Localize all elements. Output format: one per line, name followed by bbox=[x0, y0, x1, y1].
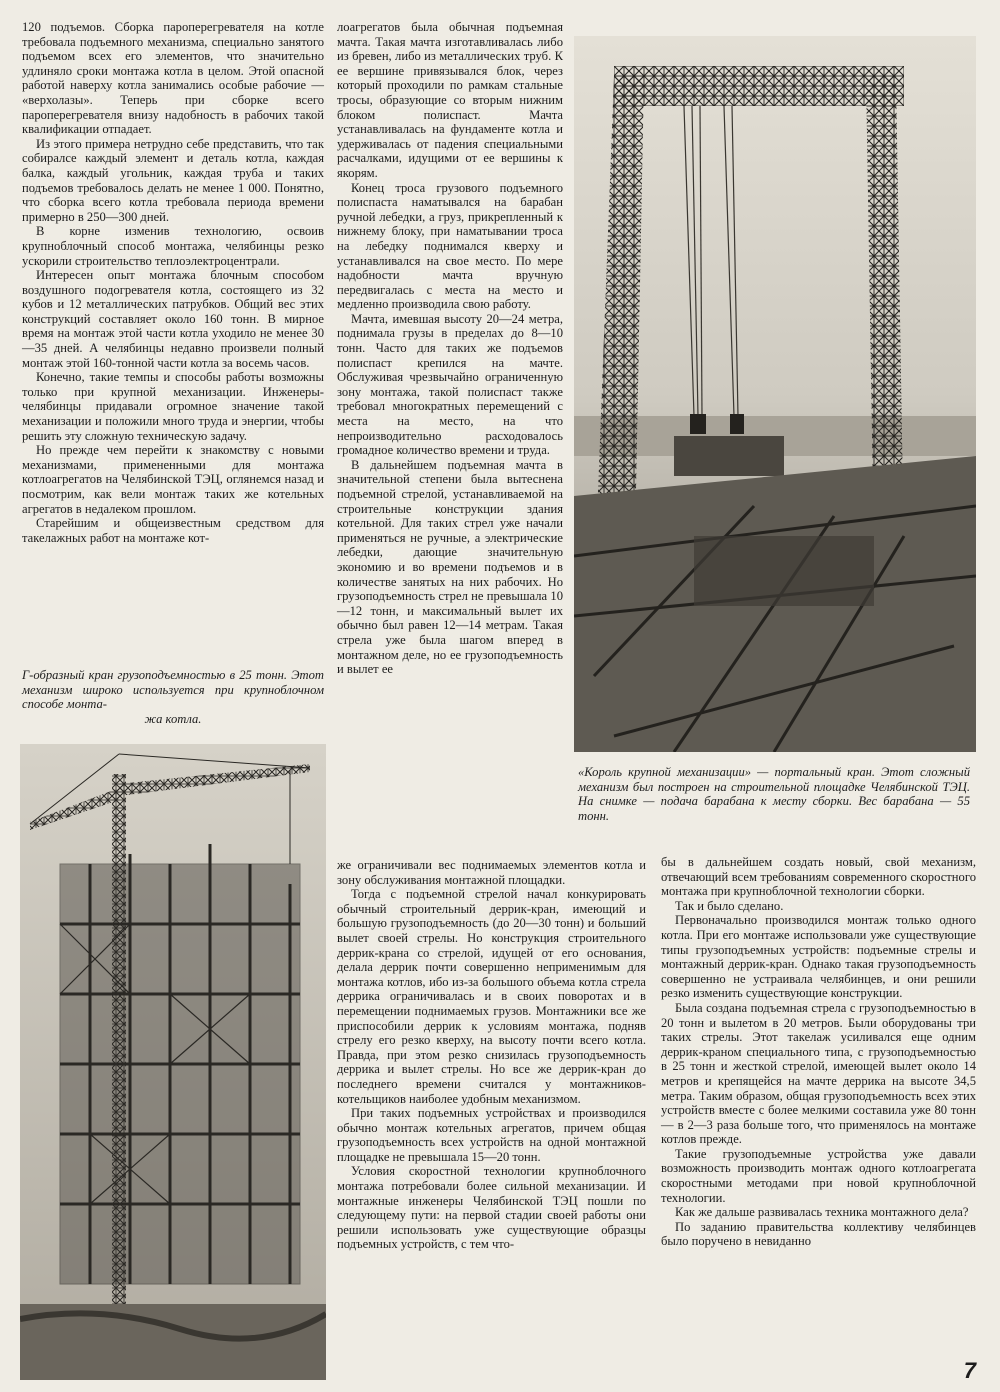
page-number: 7 bbox=[963, 1358, 976, 1383]
paragraph: Конец троса грузового подъемного полиспаста наматывался на барабан ручной лебедки, а груз, прикрепленный к нижнему блоку, при наматывании троса на лебедку поднимался кверху и устанавливался на свое место. По мере надобности мачта вручную передвигалась с места на место и медленно производила свою работу. bbox=[337, 180, 563, 312]
paragraph: В корне изменив технологию, освоив крупноблочный способ монтажа, челябинцы резко ускорили строительство теплоэлектроцентрали. bbox=[22, 224, 324, 268]
caption-text: Г-образный кран грузоподъемностью в 25 тонн. Этот механизм широко используется при крупноблочном способе монта- bbox=[22, 668, 324, 712]
paragraph: 120 подъемов. Сборка пароперегревателя на котле требовала подъемного механизма, специально занятого подъемом всех его элементов, что значительно удлиняло сроки монтажа котла в целом. Этой опасной работой наверху котла занимались особые рабочие — «верхолазы». Теперь при сборке всего пароперегревателя внизу надобность в рабочих такой квалификации отпадает. bbox=[22, 20, 324, 137]
portal-crane-photo-illustration bbox=[574, 36, 976, 752]
text-column-2 bbox=[337, 20, 563, 677]
crane-photo-illustration bbox=[20, 744, 326, 1380]
photo-portal-crane bbox=[574, 36, 976, 752]
photo-caption-right: «Король крупной механизации» — портальный кран. Этот сложный механизм был построен на строительной площадке Челябинской ТЭЦ. На снимке — подача барабана к месту сборки. Вес барабана — 55 тонн. bbox=[578, 765, 970, 823]
paragraph: же ограничивали вес поднимаемых элементов котла и зону обслуживания монтажной площадки. bbox=[337, 858, 646, 887]
text-column-2-continued bbox=[337, 858, 646, 1252]
paragraph: Конечно, такие темпы и способы работы возможны только при крупной механизации. Инженеры-челябинцы придавали огромное значение такой механизации и положили много труда и энергии, чтобы решить эту сложную техническую задачу. bbox=[22, 370, 324, 443]
text-column-3 bbox=[661, 855, 976, 1249]
paragraph: лоагрегатов была обычная подъемная мачта. Такая мачта изготавливалась либо из бревен, либо из металлических труб. К ее вершине привязывался блок, через который проходили по рамкам стальные тросы, образующие со вторым нижним блоком полиспаст. Мачта устанавливалась на фундаменте котла и удерживалась от падения специальными расчалками, идущими от ее вершины к якорям. bbox=[337, 20, 563, 180]
caption-text-end: жа котла. bbox=[144, 711, 202, 726]
paragraph: Старейшим и общеизвестным средством для такелажных работ на монтаже кот- bbox=[22, 516, 324, 545]
photo-l-shaped-crane bbox=[20, 744, 326, 1380]
paragraph: Но прежде чем перейти к знакомству с новыми механизмами, примененными для монтажа котлоагрегатов на Челябинской ТЭЦ, оглянемся назад и посмотрим, как вели монтаж таких же котельных агрегатов в недалеком прошлом. bbox=[22, 443, 324, 516]
photo-caption-left bbox=[22, 668, 324, 726]
paragraph: Так и было сделано. bbox=[675, 898, 784, 913]
paragraph: Была создана подъемная стрела с грузоподъемностью в 20 тонн и вылетом в 20 метров. Были оборудованы три таких стрелы. Этот такелаж усиливался еще одним деррик-краном специального типа, с грузоподъемностью в 25 тонн и жесткой стрелой, имеющей вылет около 14 метров и крепящейся на мачте деррика на высоте 34,5 метра. Таким образом, общая грузоподъемность всех этих устройств вместе с более мелкими составила уже 80 тонн — в 2—3 раза больше того, что применялось на монтаже котлов прежде. bbox=[661, 1000, 976, 1147]
paragraph: Мачта, имевшая высоту 20—24 метра, поднимала грузы в пределах до 8—10 тонн. Часто для таких же подъемов полиспаст крепился на мачте. Обслуживая чрезвычайно ограниченную зону монтажа, такой полиспаст также требовал многократных перемещений с места на место, на что непроизводительно расходовалось громадное количество времени и труда. bbox=[337, 311, 563, 458]
paragraph: Первоначально производился монтаж только одного котла. При его монтаже использовали уже существующие типы грузоподъемных устройств: подъемные стрелы и монтажный деррик-кран. Однако такая грузоподъемность совершенно не устраивала челябинцев, и они решили резко изменить существующие конструкции. bbox=[661, 913, 976, 1001]
paragraph: По заданию правительства коллективу челябинцев было поручено в невиданно bbox=[661, 1219, 976, 1249]
text-column-1 bbox=[22, 20, 324, 545]
paragraph: Условия скоростной технологии крупноблочного монтажа потребовали более сильной механизации. И монтажные инженеры Челябинской ТЭЦ пошли по следующему пути: на первой стадии своей работы они решили использовать уже существующие образцы подъемных устройств, с тем что- bbox=[337, 1164, 646, 1252]
paragraph: Из этого примера нетрудно себе представить, что так собиралсе каждый элемент и деталь котла, каждая балка, каждый угольник, каждая труба и таких подъемов требовалось делать не менее 1 000. Понятно, что сборка всего котла требовала периода времени примерно в 250—300 дней. bbox=[22, 136, 324, 224]
paragraph: В дальнейшем подъемная мачта в значительной степени была вытеснена подъемной стрелой, устанавливаемой на строительные конструкции здания котельной. Для таких стрел уже начали применяться не ручные, а электрические лебедки, дающие значительную экономию и во времени подъемов и в количестве занятых на них рабочих. Но грузоподъемность стрел не превышала 10—12 тонн, и максимальный вылет их обычно был равен 12—14 метрам. Такая стрела уже была шагом вперед в монтажном деле, но ее грузоподъемность и вылет ее bbox=[337, 457, 563, 677]
paragraph: При таких подъемных устройствах и производился обычно монтаж котельных агрегатов, причем общая грузоподъемность всех устройств на одной монтажной площадке не превышала 15—20 тонн. bbox=[337, 1106, 646, 1164]
paragraph: Такие грузоподъемные устройства уже давали возможность производить монтаж одного котлоагрегата скоростными методами при новой крупноблочной технологии. bbox=[661, 1146, 976, 1205]
paragraph: бы в дальнейшем создать новый, свой механизм, отвечающий всем требованиям современного скоростного монтажа при крупноблочной технологии сборки. bbox=[661, 855, 976, 899]
paragraph: Тогда с подъемной стрелой начал конкурировать обычный строительный деррик-кран, имеющий и большую грузоподъемность (до 20—30 тонн) и больший вылет своей стрелы. Но конструкция строительного деррик-крана со стрелой, идущей от его основания, делала деррик почти совершенно неприменимым для монтажа котлов, ибо из-за большого объема котла стрела деррика ограничивалась и в своих поворотах и в перемещении поднимаемых грузов. Монтажники все же приспособили деррик к условиям монтажа, подняв стрелу его резко кверху, на высоту почти всего котла. Правда, при этом резко снизилась грузоподъемность деррика и вылет стрелы. Но все же деррик-кран до последнего времени считался у монтажников-котельщиков наиболее удобным механизмом. bbox=[337, 887, 646, 1106]
paragraph: Как же дальше развивалась техника монтажного дела? bbox=[675, 1205, 969, 1220]
paragraph: Интересен опыт монтажа блочным способом воздушного подогревателя котла, состоящего из 32 кубов и 12 металлических патрубков. Общий вес этих конструкций составляет около 160 тонн. В мирное время на монтаж этой части котла уходило не менее 30—35 дней. А челябинцы недавно произвели полный монтаж этой 160-тонной части котла за восемь часов. bbox=[22, 268, 324, 370]
